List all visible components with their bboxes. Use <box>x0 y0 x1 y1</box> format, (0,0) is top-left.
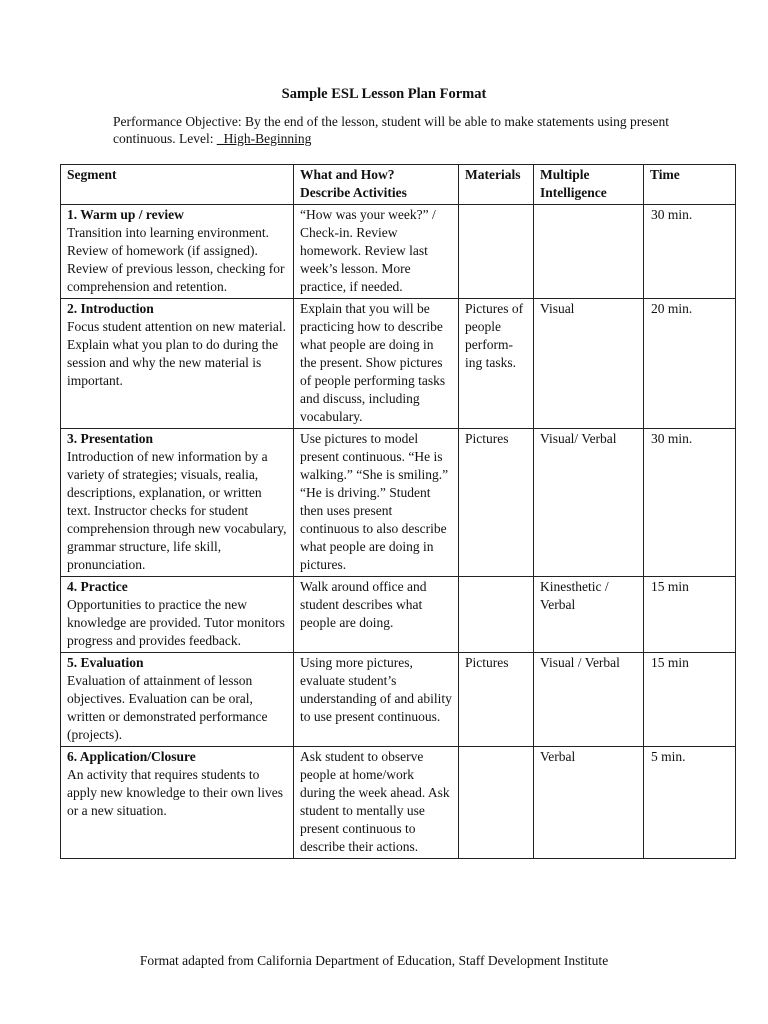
activities-cell: Use pictures to model present continuous. “He is walking.” “She is smiling.” “He is driving.” Student then uses present continuous to also describe what people are doing in pictures. <box>294 429 459 577</box>
materials-cell <box>459 577 534 653</box>
header-activities: What and How? Describe Activities <box>294 165 459 205</box>
activities-cell: “How was your week?” / Check-in. Review homework. Review last week’s lesson. More practice, if needed. <box>294 205 459 299</box>
segment-description: Introduction of new information by a variety of strategies; visuals, realia, descriptions, explanation, or written text. Instructor checks for student comprehension through new vocabulary, grammar structure, life skill, pronunciation. <box>67 449 287 572</box>
activities-cell: Using more pictures, evaluate student’s understanding of and ability to use present continuous. <box>294 653 459 747</box>
header-materials: Materials <box>459 165 534 205</box>
segment-cell <box>61 653 294 747</box>
segment-cell <box>61 299 294 429</box>
segment-description: Transition into learning environment. Review of homework (if assigned). Review of previous lesson, checking for comprehension and retention. <box>67 225 285 294</box>
time-cell: 15 min <box>644 653 736 747</box>
segment-description: Evaluation of attainment of lesson objectives. Evaluation can be oral, written or demonstrated performance (projects). <box>67 673 268 742</box>
materials-cell <box>459 205 534 299</box>
time-cell: 30 min. <box>644 429 736 577</box>
intelligence-cell: Visual/ Verbal <box>534 429 644 577</box>
document-title: Sample ESL Lesson Plan Format <box>281 86 487 102</box>
segment-title: 2. Introduction <box>67 301 154 316</box>
header-time: Time <box>644 165 736 205</box>
table-header-row <box>61 165 736 205</box>
table-row <box>61 429 736 577</box>
segment-title: 3. Presentation <box>67 431 153 446</box>
intelligence-cell: Visual <box>534 299 644 429</box>
activities-cell: Walk around office and student describes what people are doing. <box>294 577 459 653</box>
time-cell: 20 min. <box>644 299 736 429</box>
activities-cell: Ask student to observe people at home/work during the week ahead. Ask student to mentally use present continuous to describe their actions. <box>294 747 459 859</box>
footer-attribution: Format adapted from California Department of Education, Staff Development Institute <box>139 953 609 968</box>
materials-cell: Pictures <box>459 653 534 747</box>
time-cell: 5 min. <box>644 747 736 859</box>
segment-cell <box>61 747 294 859</box>
segment-title: 4. Practice <box>67 579 128 594</box>
table-row <box>61 205 736 299</box>
materials-cell: Pictures <box>459 429 534 577</box>
table-row <box>61 653 736 747</box>
time-cell: 15 min <box>644 577 736 653</box>
segment-title: 5. Evaluation <box>67 655 144 670</box>
segment-title: 6. Application/Closure <box>67 749 196 764</box>
activities-cell: Explain that you will be practicing how to describe what people are doing in the present. Show pictures of people performing tasks and discuss, including vocabulary. <box>294 299 459 429</box>
segment-description: An activity that requires students to apply new knowledge to their own lives or a new situation. <box>67 767 283 818</box>
table-row <box>61 299 736 429</box>
materials-cell <box>459 747 534 859</box>
table-row <box>61 747 736 859</box>
intelligence-cell <box>534 205 644 299</box>
segment-cell <box>61 577 294 653</box>
segment-title: 1. Warm up / review <box>67 207 184 222</box>
segment-cell <box>61 205 294 299</box>
intelligence-cell: Kinesthetic / Verbal <box>534 577 644 653</box>
objective-text: Performance Objective: By the end of the lesson, student will be able to make statements using present continuous. Level: <box>113 114 669 146</box>
objective-level: _High-Beginning <box>216 131 312 146</box>
header-intelligence: Multiple Intelligence <box>534 165 644 205</box>
header-segment: Segment <box>61 165 294 205</box>
performance-objective <box>113 113 673 147</box>
segment-cell <box>61 429 294 577</box>
intelligence-cell: Verbal <box>534 747 644 859</box>
materials-cell: Pictures of people perform-ing tasks. <box>459 299 534 429</box>
segment-description: Opportunities to practice the new knowledge are provided. Tutor monitors progress and provides feedback. <box>67 597 285 648</box>
table-row <box>61 577 736 653</box>
lesson-plan-table <box>60 164 736 859</box>
segment-description: Focus student attention on new material. Explain what you plan to do during the session and why the new material is important. <box>67 319 286 388</box>
time-cell: 30 min. <box>644 205 736 299</box>
intelligence-cell: Visual / Verbal <box>534 653 644 747</box>
